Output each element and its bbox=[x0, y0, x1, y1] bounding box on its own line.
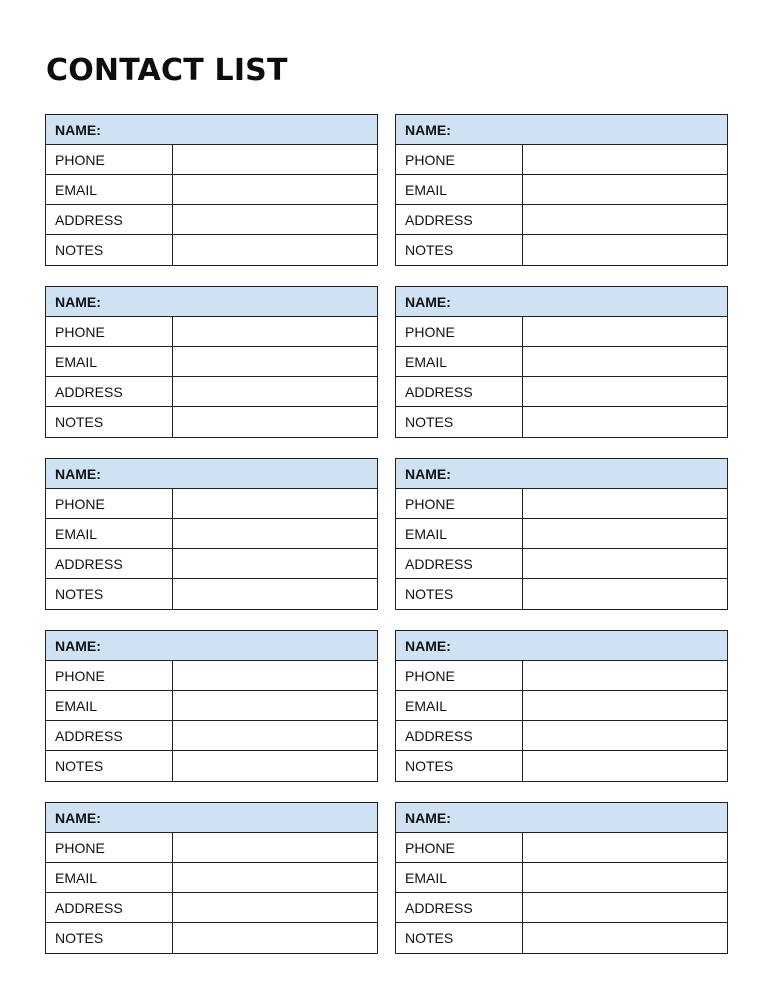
name-label: NAME: bbox=[55, 637, 101, 654]
contact-name-field[interactable] bbox=[46, 803, 377, 833]
phone-field[interactable] bbox=[173, 833, 377, 863]
email-label: EMAIL bbox=[46, 175, 173, 205]
email-field[interactable] bbox=[523, 175, 727, 205]
address-label: ADDRESS bbox=[46, 721, 173, 751]
phone-field[interactable] bbox=[173, 145, 377, 175]
contact-name-field[interactable] bbox=[396, 115, 727, 145]
name-label: NAME: bbox=[55, 293, 101, 310]
address-label: ADDRESS bbox=[396, 721, 523, 751]
contact-card bbox=[45, 630, 378, 782]
name-label: NAME: bbox=[405, 293, 451, 310]
phone-field[interactable] bbox=[523, 317, 727, 347]
address-field[interactable] bbox=[523, 377, 727, 407]
contact-card bbox=[45, 802, 378, 954]
email-label: EMAIL bbox=[396, 519, 523, 549]
name-label: NAME: bbox=[55, 465, 101, 482]
contact-name-field[interactable] bbox=[46, 459, 377, 489]
notes-field[interactable] bbox=[173, 235, 377, 265]
address-label: ADDRESS bbox=[46, 893, 173, 923]
contact-card bbox=[395, 114, 728, 266]
contact-name-field[interactable] bbox=[396, 287, 727, 317]
phone-field[interactable] bbox=[523, 661, 727, 691]
email-label: EMAIL bbox=[46, 691, 173, 721]
address-field[interactable] bbox=[523, 205, 727, 235]
notes-label: NOTES bbox=[396, 407, 523, 437]
contact-name-field[interactable] bbox=[396, 631, 727, 661]
contact-card bbox=[395, 802, 728, 954]
email-field[interactable] bbox=[173, 691, 377, 721]
phone-field[interactable] bbox=[523, 489, 727, 519]
email-field[interactable] bbox=[523, 519, 727, 549]
contact-card bbox=[45, 286, 378, 438]
notes-field[interactable] bbox=[173, 579, 377, 609]
notes-label: NOTES bbox=[396, 579, 523, 609]
notes-label: NOTES bbox=[46, 923, 173, 953]
email-label: EMAIL bbox=[396, 175, 523, 205]
email-label: EMAIL bbox=[46, 519, 173, 549]
address-label: ADDRESS bbox=[396, 549, 523, 579]
address-field[interactable] bbox=[173, 549, 377, 579]
phone-field[interactable] bbox=[173, 661, 377, 691]
email-label: EMAIL bbox=[46, 863, 173, 893]
address-label: ADDRESS bbox=[396, 205, 523, 235]
phone-label: PHONE bbox=[46, 833, 173, 863]
email-label: EMAIL bbox=[396, 347, 523, 377]
address-field[interactable] bbox=[173, 377, 377, 407]
address-label: ADDRESS bbox=[396, 377, 523, 407]
notes-field[interactable] bbox=[523, 235, 727, 265]
address-label: ADDRESS bbox=[46, 377, 173, 407]
phone-label: PHONE bbox=[396, 489, 523, 519]
contact-card bbox=[395, 630, 728, 782]
email-field[interactable] bbox=[173, 347, 377, 377]
phone-label: PHONE bbox=[396, 661, 523, 691]
phone-label: PHONE bbox=[46, 661, 173, 691]
phone-label: PHONE bbox=[396, 145, 523, 175]
contact-name-field[interactable] bbox=[396, 803, 727, 833]
address-field[interactable] bbox=[523, 893, 727, 923]
contact-name-field[interactable] bbox=[46, 631, 377, 661]
address-label: ADDRESS bbox=[46, 205, 173, 235]
email-field[interactable] bbox=[173, 175, 377, 205]
contact-name-field[interactable] bbox=[46, 115, 377, 145]
notes-label: NOTES bbox=[46, 579, 173, 609]
contact-card bbox=[45, 114, 378, 266]
address-field[interactable] bbox=[173, 205, 377, 235]
email-label: EMAIL bbox=[46, 347, 173, 377]
phone-label: PHONE bbox=[396, 317, 523, 347]
notes-label: NOTES bbox=[396, 751, 523, 781]
notes-field[interactable] bbox=[523, 923, 727, 953]
address-field[interactable] bbox=[523, 549, 727, 579]
address-field[interactable] bbox=[173, 721, 377, 751]
name-label: NAME: bbox=[405, 809, 451, 826]
email-label: EMAIL bbox=[396, 691, 523, 721]
contact-name-field[interactable] bbox=[396, 459, 727, 489]
contact-name-field[interactable] bbox=[46, 287, 377, 317]
page-title: CONTACT LIST bbox=[46, 53, 288, 88]
email-field[interactable] bbox=[523, 863, 727, 893]
address-label: ADDRESS bbox=[46, 549, 173, 579]
email-field[interactable] bbox=[173, 519, 377, 549]
name-label: NAME: bbox=[55, 121, 101, 138]
contact-card bbox=[45, 458, 378, 610]
address-field[interactable] bbox=[173, 893, 377, 923]
notes-field[interactable] bbox=[173, 407, 377, 437]
phone-field[interactable] bbox=[523, 833, 727, 863]
notes-label: NOTES bbox=[46, 751, 173, 781]
name-label: NAME: bbox=[55, 809, 101, 826]
phone-label: PHONE bbox=[46, 317, 173, 347]
email-field[interactable] bbox=[523, 691, 727, 721]
notes-field[interactable] bbox=[523, 751, 727, 781]
email-field[interactable] bbox=[523, 347, 727, 377]
name-label: NAME: bbox=[405, 121, 451, 138]
address-field[interactable] bbox=[523, 721, 727, 751]
notes-field[interactable] bbox=[523, 407, 727, 437]
notes-field[interactable] bbox=[173, 751, 377, 781]
phone-label: PHONE bbox=[46, 489, 173, 519]
name-label: NAME: bbox=[405, 637, 451, 654]
notes-label: NOTES bbox=[396, 923, 523, 953]
notes-label: NOTES bbox=[396, 235, 523, 265]
contact-card bbox=[395, 286, 728, 438]
notes-field[interactable] bbox=[523, 579, 727, 609]
address-label: ADDRESS bbox=[396, 893, 523, 923]
phone-field[interactable] bbox=[173, 317, 377, 347]
email-label: EMAIL bbox=[396, 863, 523, 893]
contact-cards-grid bbox=[45, 114, 728, 954]
phone-field[interactable] bbox=[523, 145, 727, 175]
notes-label: NOTES bbox=[46, 407, 173, 437]
email-field[interactable] bbox=[173, 863, 377, 893]
name-label: NAME: bbox=[405, 465, 451, 482]
contact-card bbox=[395, 458, 728, 610]
phone-label: PHONE bbox=[396, 833, 523, 863]
notes-field[interactable] bbox=[173, 923, 377, 953]
phone-field[interactable] bbox=[173, 489, 377, 519]
notes-label: NOTES bbox=[46, 235, 173, 265]
phone-label: PHONE bbox=[46, 145, 173, 175]
